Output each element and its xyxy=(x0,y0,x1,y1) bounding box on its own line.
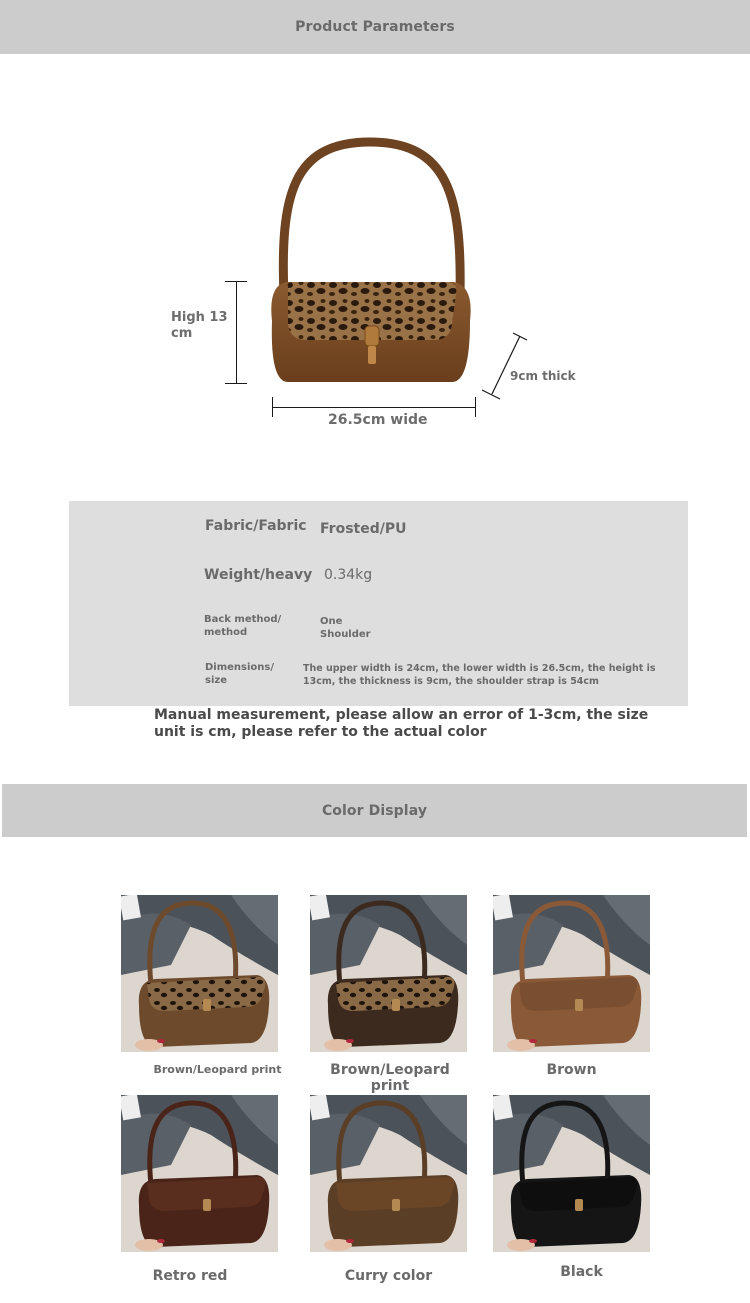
color-label-curry: Curry color xyxy=(344,1268,433,1284)
color-label-black: Black xyxy=(560,1264,603,1280)
height-dim-bottom-tick xyxy=(225,383,247,384)
parameters-table xyxy=(69,501,688,706)
thickness-label: 9cm thick xyxy=(510,369,576,383)
param-label-back-method: Back method/ method xyxy=(204,614,282,638)
param-value-back-method: One Shoulder xyxy=(320,616,371,640)
product-parameters-header xyxy=(0,0,750,54)
thumb-curry xyxy=(310,1095,467,1252)
param-label-dimensions: Dimensions/ size xyxy=(205,662,275,686)
param-value-weight: 0.34kg xyxy=(324,567,373,583)
color-display-header xyxy=(2,784,747,837)
main-bag-image xyxy=(262,136,478,388)
param-value-fabric: Frosted/PU xyxy=(320,521,407,537)
param-value-dimensions: The upper width is 24cm, the lower width is 26.5cm, the height is 13cm, the thickness is 9cm, the shoulder strap is 54cm xyxy=(303,663,656,687)
thumb-black xyxy=(493,1095,650,1252)
color-label-brown-leopard-2: Brown/Leopard print xyxy=(330,1062,450,1094)
thumb-retro-red xyxy=(121,1095,278,1252)
color-label-brown: Brown xyxy=(546,1062,597,1078)
param-label-weight: Weight/heavy xyxy=(204,567,313,583)
color-label-retro-red: Retro red xyxy=(152,1268,228,1284)
width-label: 26.5cm wide xyxy=(328,412,428,428)
thumb-brown-leopard-1 xyxy=(121,895,278,1052)
param-label-fabric: Fabric/Fabric xyxy=(205,518,307,534)
section-title: Product Parameters xyxy=(295,19,455,35)
height-label: High 13 cm xyxy=(171,310,228,341)
width-dim-line xyxy=(272,407,475,408)
height-dim-line xyxy=(236,281,237,383)
color-label-brown-leopard-1: Brown/Leopard print xyxy=(153,1063,282,1076)
thickness-dim-line xyxy=(480,330,530,402)
width-dim-right-tick xyxy=(475,397,476,417)
measurement-note: Manual measurement, please allow an error of 1-3cm, the size unit is cm, please refer to the actual color xyxy=(154,707,649,740)
section-title: Color Display xyxy=(321,802,428,819)
thumb-brown-leopard-2 xyxy=(310,895,467,1052)
thumb-brown xyxy=(493,895,650,1052)
